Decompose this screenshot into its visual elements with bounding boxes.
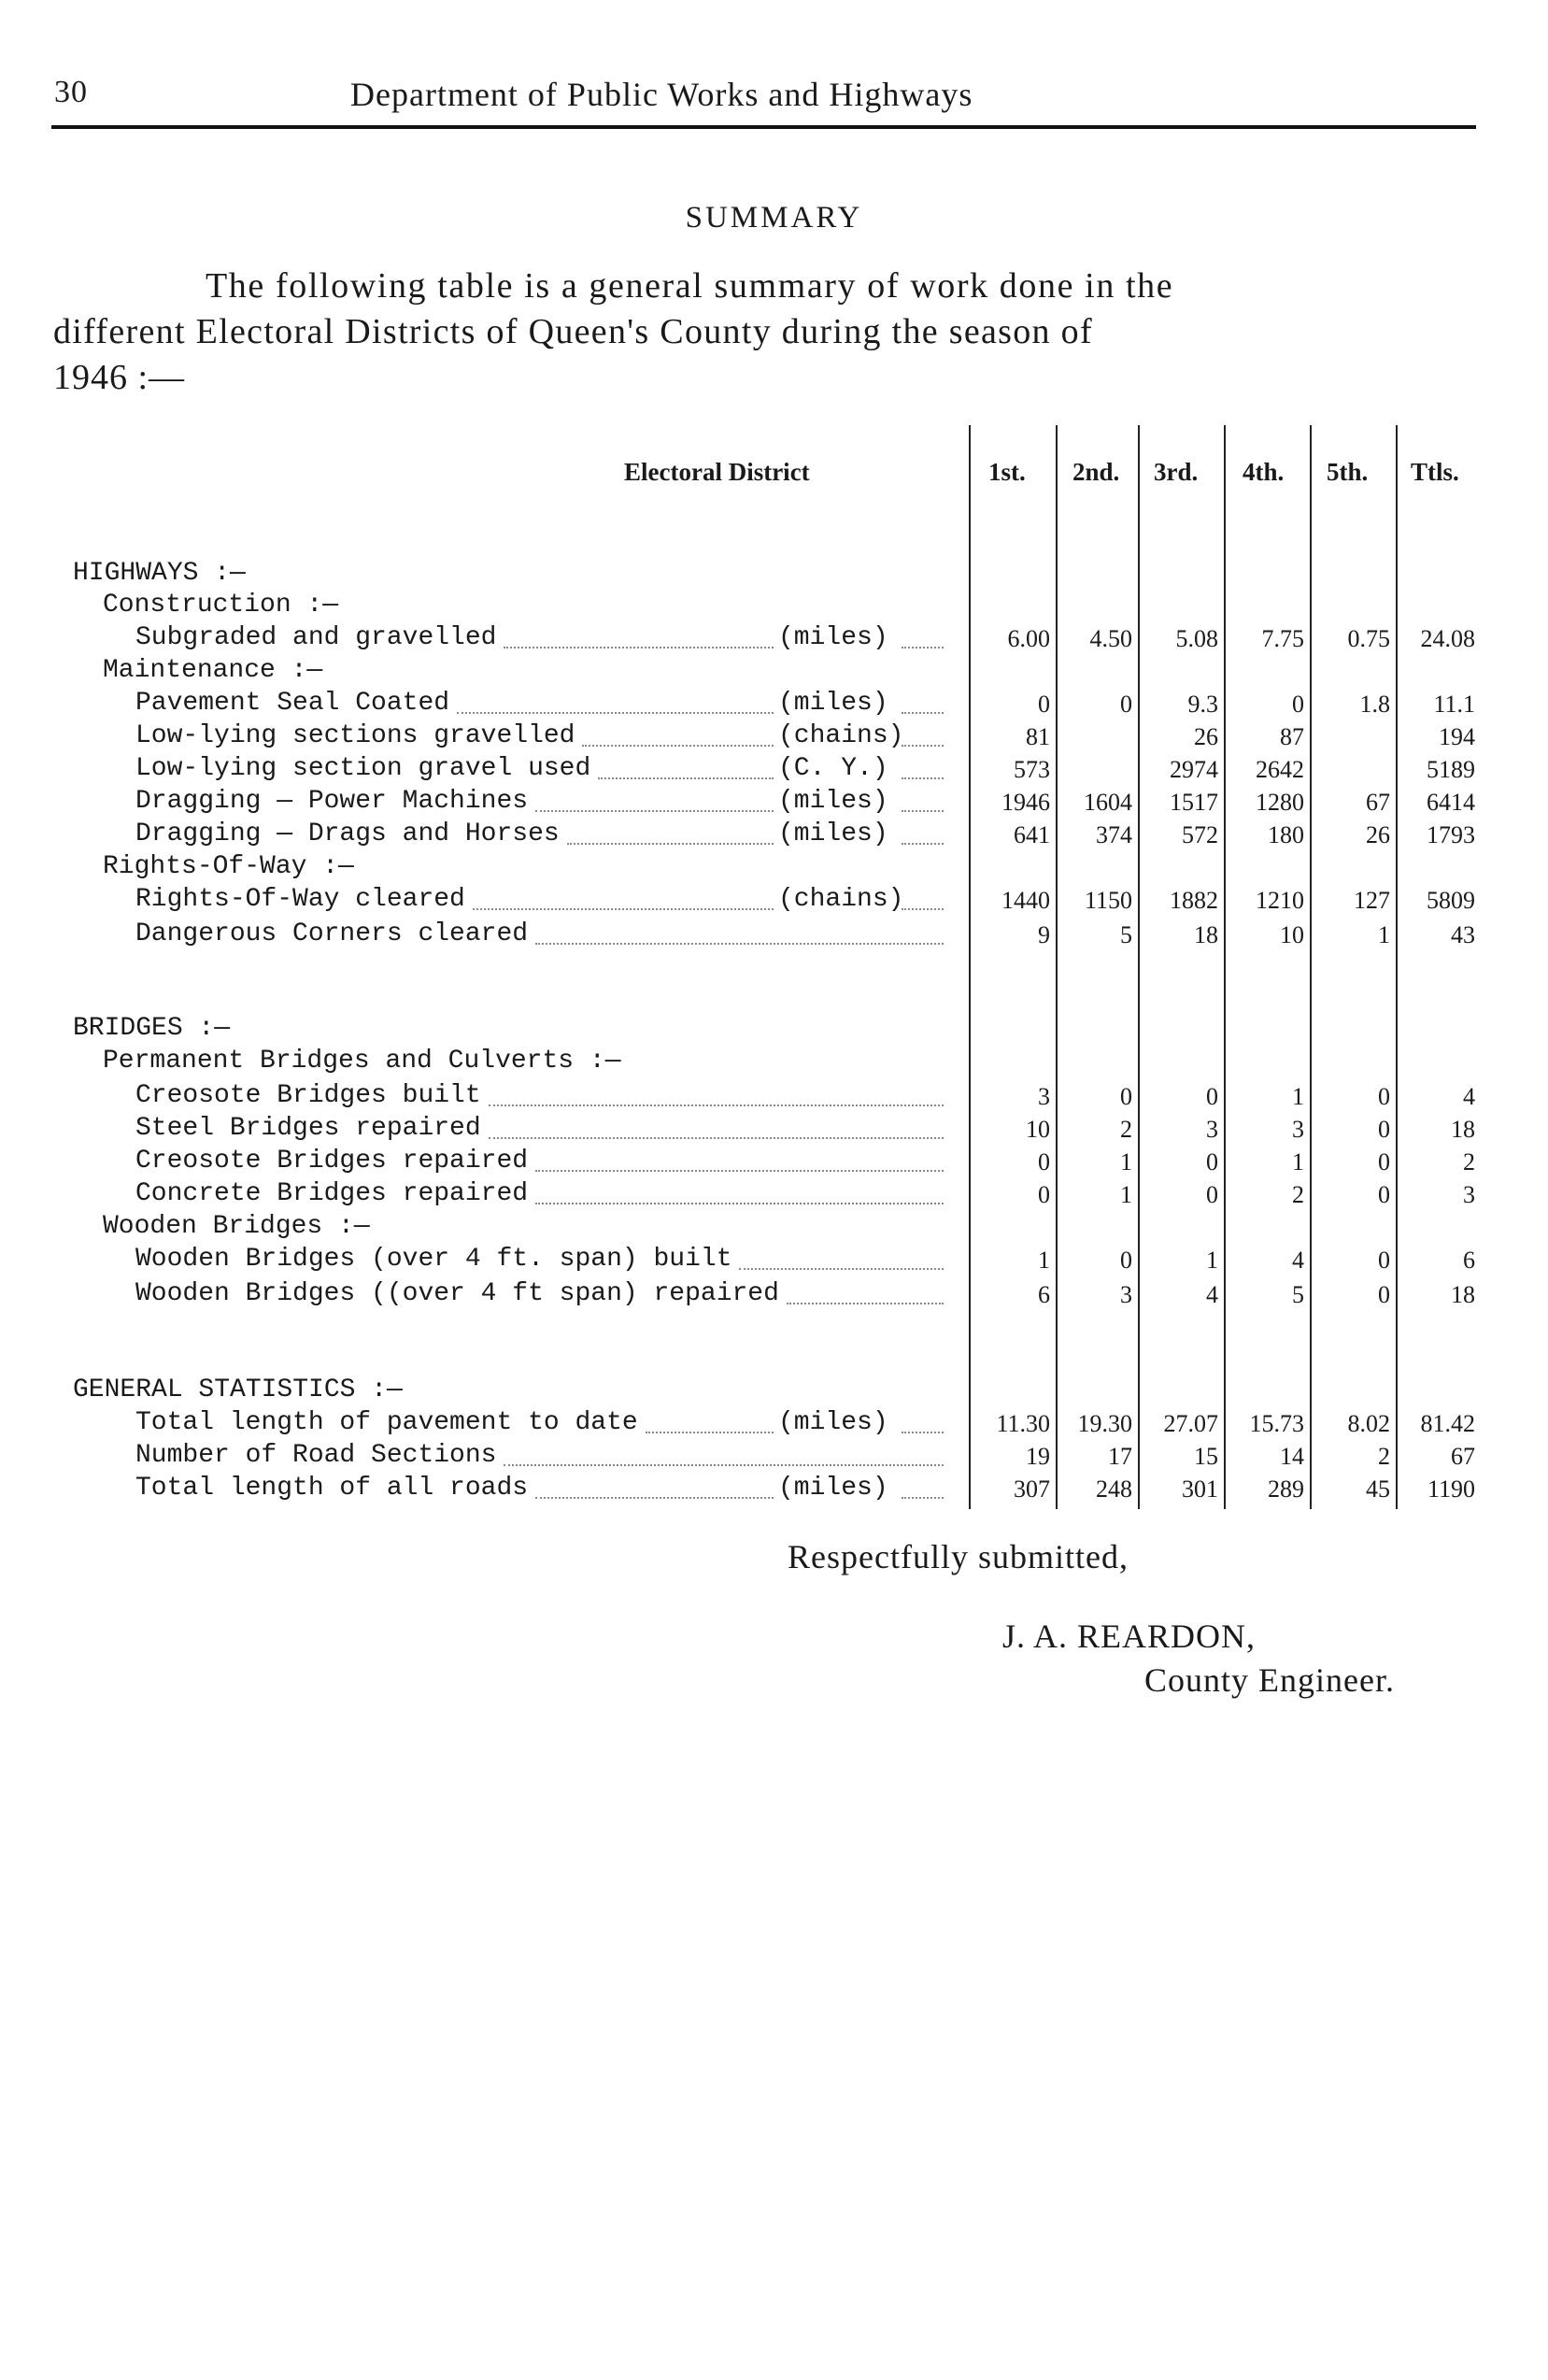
column-rule	[1396, 425, 1398, 1509]
section-heading	[0, 1375, 1548, 1407]
row-unit: (miles)	[778, 787, 888, 816]
row-label: Subgraded and gravelled	[135, 623, 497, 652]
dot-leader	[902, 908, 944, 910]
table-row	[0, 1147, 1548, 1178]
dot-leader	[902, 810, 944, 812]
table-cell: 5809	[1427, 887, 1475, 914]
table-cell: 81	[1026, 723, 1050, 750]
dot-leader	[457, 712, 774, 714]
table-cell: 4	[1206, 1281, 1218, 1308]
table-cell: 87	[1280, 723, 1304, 750]
row-label: Maintenance :—	[103, 656, 323, 685]
row-label: GENERAL STATISTICS :—	[73, 1375, 403, 1404]
table-cell: 15.73	[1249, 1410, 1304, 1437]
row-label: Steel Bridges repaired	[135, 1114, 481, 1143]
column-rule	[969, 425, 971, 1509]
table-cell: 1	[1038, 1247, 1050, 1274]
row-label: Wooden Bridges ((over 4 ft span) repaired	[135, 1279, 779, 1308]
table-cell: 0	[1206, 1181, 1218, 1208]
table-row	[0, 754, 1548, 786]
table-cell: 0	[1378, 1148, 1390, 1176]
table-cell: 15	[1194, 1443, 1218, 1470]
table-cell: 6	[1038, 1281, 1050, 1308]
row-label: Dangerous Corners cleared	[135, 919, 529, 948]
dot-leader	[902, 777, 944, 779]
dot-leader	[787, 1303, 944, 1304]
table-cell: 5	[1292, 1281, 1304, 1308]
table-cell: 1150	[1084, 887, 1132, 914]
row-label: Creosote Bridges repaired	[135, 1147, 529, 1176]
table-row	[0, 885, 1548, 917]
table-cell: 1440	[1001, 887, 1050, 914]
dot-leader	[504, 647, 774, 648]
table-cell: 11.30	[996, 1410, 1050, 1437]
table-cell: 374	[1096, 821, 1132, 848]
running-head: Department of Public Works and Highways	[350, 76, 973, 113]
table-cell: 5189	[1427, 756, 1475, 783]
table-cell: 1	[1292, 1148, 1304, 1176]
row-unit: (chains)	[778, 721, 904, 750]
table-cell: 14	[1280, 1443, 1304, 1470]
table-cell: 67	[1451, 1443, 1475, 1470]
table-cell: 3	[1038, 1083, 1050, 1110]
dot-leader	[489, 1104, 944, 1106]
dot-leader	[504, 1464, 944, 1466]
dot-leader	[902, 647, 944, 648]
header-rule	[51, 125, 1476, 129]
table-cell: 27.07	[1163, 1410, 1218, 1437]
table-cell: 45	[1366, 1475, 1390, 1503]
table-cell: 67	[1366, 789, 1390, 816]
dot-leader	[582, 745, 774, 747]
dot-leader	[567, 843, 774, 845]
table-cell: 9.3	[1187, 691, 1218, 718]
page-title: SUMMARY	[685, 201, 863, 235]
table-cell: 641	[1014, 821, 1050, 848]
row-label: Construction :—	[103, 591, 339, 620]
table-row	[0, 1245, 1548, 1276]
table-cell: 18	[1451, 1116, 1475, 1143]
table-cell: 1190	[1427, 1475, 1475, 1503]
table-cell: 3	[1206, 1116, 1218, 1143]
dot-leader	[902, 843, 944, 845]
table-cell: 180	[1268, 821, 1304, 848]
dot-leader	[535, 1170, 944, 1172]
table-cell: 11.1	[1433, 691, 1475, 718]
table-cell: 0	[1206, 1148, 1218, 1176]
table-cell: 9	[1038, 921, 1050, 948]
section-heading	[0, 1014, 1548, 1046]
section-heading	[0, 591, 1548, 622]
section-heading	[0, 559, 1548, 591]
table-cell: 0	[1120, 1083, 1132, 1110]
table-cell: 573	[1014, 756, 1050, 783]
row-unit: (miles)	[778, 1408, 888, 1437]
table-cell: 1280	[1256, 789, 1304, 816]
column-header: 1st.	[988, 458, 1026, 486]
table-cell: 248	[1096, 1475, 1132, 1503]
column-rule	[1310, 425, 1312, 1509]
row-label: HIGHWAYS :—	[73, 559, 246, 588]
column-header: 2nd.	[1072, 458, 1120, 486]
table-cell: 301	[1182, 1475, 1218, 1503]
column-header: 4th.	[1243, 458, 1285, 486]
table-cell: 1604	[1084, 789, 1132, 816]
table-row	[0, 623, 1548, 655]
row-label: Permanent Bridges and Culverts :—	[103, 1047, 621, 1076]
intro-line: 1946 :—	[53, 358, 186, 397]
row-label: Rights-Of-Way :—	[103, 852, 354, 881]
signer-title: County Engineer.	[1144, 1661, 1395, 1699]
table-cell: 1.8	[1359, 691, 1390, 718]
table-cell: 4	[1292, 1247, 1304, 1274]
row-label: BRIDGES :—	[73, 1014, 231, 1043]
table-cell: 0	[1292, 691, 1304, 718]
dot-leader	[535, 1203, 944, 1204]
table-cell: 194	[1439, 723, 1475, 750]
table-row	[0, 721, 1548, 753]
dot-leader	[902, 1432, 944, 1433]
intro-line: The following table is a general summary of work done in the	[206, 266, 1174, 306]
section-heading	[0, 656, 1548, 688]
row-unit: (miles)	[778, 689, 888, 718]
table-cell: 1882	[1170, 887, 1218, 914]
row-label: Concrete Bridges repaired	[135, 1179, 529, 1208]
table-cell: 1	[1206, 1247, 1218, 1274]
table-cell: 19	[1026, 1443, 1050, 1470]
table-cell: 1210	[1256, 887, 1304, 914]
row-label: Rights-Of-Way cleared	[135, 885, 465, 914]
table-cell: 2642	[1256, 756, 1304, 783]
column-header: Ttls.	[1411, 458, 1459, 486]
table-cell: 2	[1120, 1116, 1132, 1143]
table-cell: 2	[1378, 1443, 1390, 1470]
table-cell: 10	[1026, 1116, 1050, 1143]
table-cell: 6	[1463, 1247, 1475, 1274]
row-label: Number of Road Sections	[135, 1441, 497, 1470]
table-cell: 1793	[1427, 821, 1475, 848]
table-cell: 0	[1038, 1181, 1050, 1208]
table-cell: 0	[1378, 1247, 1390, 1274]
row-label: Total length of pavement to date	[135, 1408, 638, 1437]
column-header-district: Electoral District	[624, 458, 810, 486]
section-heading	[0, 852, 1548, 884]
table-row	[0, 819, 1548, 851]
column-rule	[1138, 425, 1140, 1509]
table-cell: 1	[1120, 1181, 1132, 1208]
table-cell: 0	[1378, 1116, 1390, 1143]
table-cell: 0	[1038, 691, 1050, 718]
table-cell: 3	[1292, 1116, 1304, 1143]
table-row	[0, 787, 1548, 819]
table-cell: 18	[1451, 1281, 1475, 1308]
table-row	[0, 1114, 1548, 1146]
intro-line: different Electoral Districts of Queen's County during the season of	[53, 312, 1093, 351]
row-label: Low-lying section gravel used	[135, 754, 591, 783]
table-row	[0, 1408, 1548, 1440]
table-cell: 4	[1463, 1083, 1475, 1110]
table-cell: 8.02	[1347, 1410, 1390, 1437]
table-cell: 0	[1378, 1281, 1390, 1308]
table-cell: 0	[1378, 1083, 1390, 1110]
table-cell: 5.08	[1175, 625, 1218, 652]
dot-leader	[598, 777, 774, 779]
dot-leader	[535, 1497, 774, 1499]
dot-leader	[646, 1432, 774, 1433]
table-cell: 6414	[1427, 789, 1475, 816]
row-unit: (miles)	[778, 623, 888, 652]
dot-leader	[902, 712, 944, 714]
column-header: 5th.	[1327, 458, 1369, 486]
table-row	[0, 1081, 1548, 1113]
table-row	[0, 919, 1548, 951]
table-row	[0, 1441, 1548, 1473]
section-heading	[0, 1212, 1548, 1244]
table-cell: 26	[1366, 821, 1390, 848]
table-row	[0, 1474, 1548, 1505]
row-label: Creosote Bridges built	[135, 1081, 481, 1110]
row-label: Dragging — Drags and Horses	[135, 819, 560, 848]
table-cell: 18	[1194, 921, 1218, 948]
dot-leader	[902, 1497, 944, 1499]
table-cell: 127	[1354, 887, 1390, 914]
row-label: Wooden Bridges :—	[103, 1212, 370, 1241]
row-label: Total length of all roads	[135, 1474, 529, 1503]
table-cell: 1	[1378, 921, 1390, 948]
dot-leader	[739, 1268, 944, 1270]
table-cell: 0.75	[1347, 625, 1390, 652]
row-label: Dragging — Power Machines	[135, 787, 529, 816]
dot-leader	[489, 1137, 944, 1139]
table-cell: 0	[1378, 1181, 1390, 1208]
table-cell: 2	[1292, 1181, 1304, 1208]
table-cell: 0	[1206, 1083, 1218, 1110]
dot-leader	[473, 908, 774, 910]
table-cell: 0	[1120, 691, 1132, 718]
table-cell: 6.00	[1007, 625, 1050, 652]
table-row	[0, 1279, 1548, 1311]
table-cell: 1517	[1170, 789, 1218, 816]
table-cell: 24.08	[1420, 625, 1475, 652]
row-unit: (C. Y.)	[778, 754, 888, 783]
table-cell: 572	[1182, 821, 1218, 848]
table-cell: 0	[1120, 1247, 1132, 1274]
table-cell: 5	[1120, 921, 1132, 948]
table-cell: 1	[1120, 1148, 1132, 1176]
table-row	[0, 689, 1548, 720]
dot-leader	[902, 745, 944, 747]
table-cell: 17	[1108, 1443, 1132, 1470]
page-number: 30	[54, 75, 88, 109]
row-unit: (miles)	[778, 819, 888, 848]
row-label: Wooden Bridges (over 4 ft. span) built	[135, 1245, 732, 1274]
table-cell: 0	[1038, 1148, 1050, 1176]
signer-name: J. A. REARDON,	[1002, 1618, 1257, 1655]
dot-leader	[535, 810, 774, 812]
table-cell: 3	[1463, 1181, 1475, 1208]
row-label: Low-lying sections gravelled	[135, 721, 575, 750]
row-unit: (chains)	[778, 885, 904, 914]
closing-line: Respectfully submitted,	[788, 1538, 1129, 1575]
table-row	[0, 1179, 1548, 1211]
table-cell: 10	[1280, 921, 1304, 948]
row-label: Pavement Seal Coated	[135, 689, 450, 718]
table-cell: 307	[1014, 1475, 1050, 1503]
table-cell: 4.50	[1089, 625, 1132, 652]
table-cell: 289	[1268, 1475, 1304, 1503]
column-rule	[1224, 425, 1226, 1509]
table-cell: 43	[1451, 921, 1475, 948]
column-rule	[1056, 425, 1058, 1509]
table-cell: 1	[1292, 1083, 1304, 1110]
section-heading	[0, 1047, 1548, 1078]
table-cell: 2974	[1170, 756, 1218, 783]
dot-leader	[535, 943, 944, 945]
row-unit: (miles)	[778, 1474, 888, 1503]
table-cell: 1946	[1001, 789, 1050, 816]
table-cell: 2	[1463, 1148, 1475, 1176]
table-cell: 26	[1194, 723, 1218, 750]
table-cell: 81.42	[1420, 1410, 1475, 1437]
table-cell: 3	[1120, 1281, 1132, 1308]
table-cell: 7.75	[1261, 625, 1304, 652]
column-header: 3rd.	[1154, 458, 1199, 486]
table-cell: 19.30	[1077, 1410, 1132, 1437]
